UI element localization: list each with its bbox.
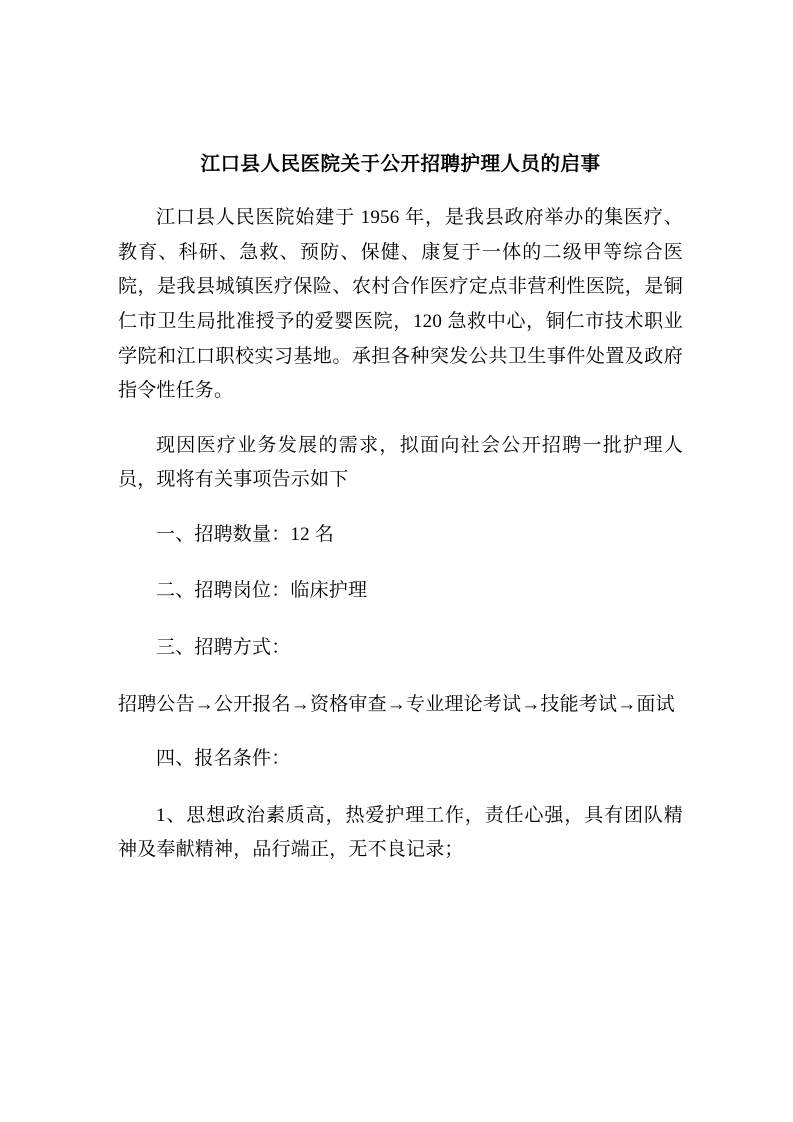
- condition-item-1: 1、思想政治素质高，热爱护理工作，责任心强，具有团队精神及奉献精神，品行端正，无不良记录；: [118, 804, 683, 861]
- page-title: 江口县人民医院关于公开招聘护理人员的启事: [200, 154, 601, 175]
- list-item-quantity: 一、招聘数量：12 名: [156, 523, 334, 545]
- recruitment-flow: 招聘公告→公开报名→资格审查→专业理论考试→技能考试→面试: [118, 693, 675, 715]
- list-item-conditions: 四、报名条件：: [156, 748, 291, 770]
- paragraph-recruit-intro: 现因医疗业务发展的需求，拟面向社会公开招聘一批护理人员，现将有关事项告示如下: [118, 434, 683, 491]
- list-item-method: 三、招聘方式：: [156, 637, 291, 659]
- list-item-position: 二、招聘岗位：临床护理: [156, 580, 368, 602]
- paragraph-hospital-intro: 江口县人民医院始建于 1956 年，是我县政府举办的集医疗、教育、科研、急救、预防、保健、康复于一体的二级甲等综合医院，是我县城镇医疗保险、农村合作医疗定点非营利性医院，是铜仁市卫生局批准授予的爱婴医院，120 急救中心，铜仁市技术职业学院和江口职校实习基地。承担各种突发公共卫生事件处置及政府指令性任务。: [118, 207, 683, 402]
